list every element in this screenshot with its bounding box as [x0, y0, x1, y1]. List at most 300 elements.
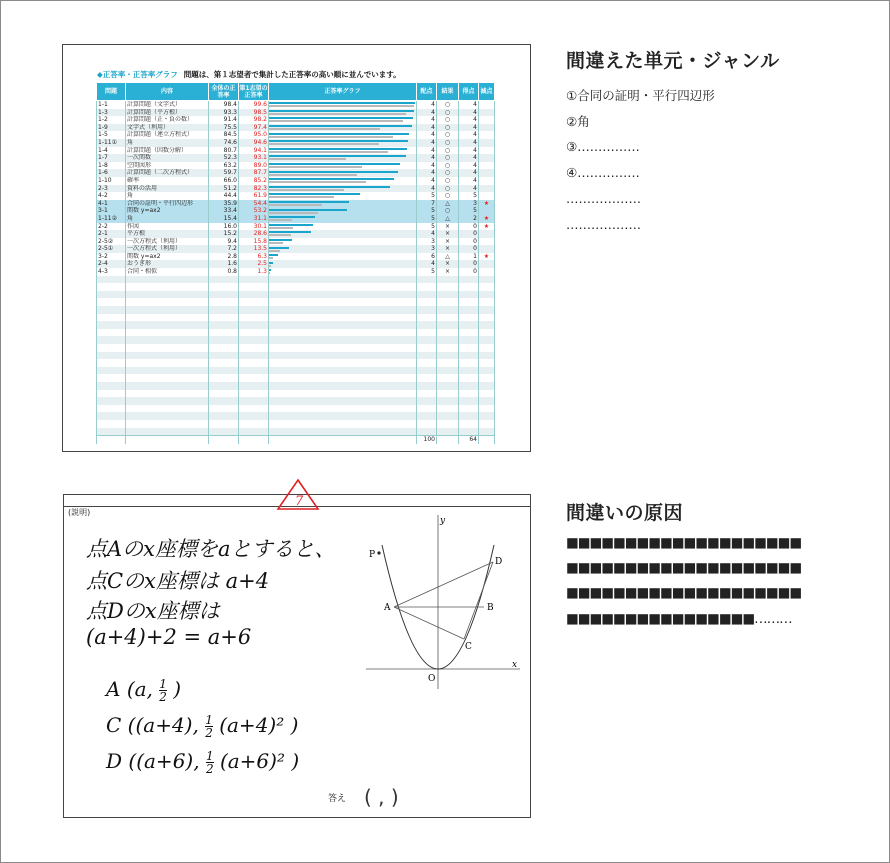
- cell-first: 93.1: [239, 154, 269, 162]
- cell-id: [97, 382, 126, 390]
- cell-res: [437, 291, 459, 299]
- cell-content: 文字式（利用）: [126, 124, 209, 132]
- cell-first: 15.8: [239, 238, 269, 246]
- col-header: 結果: [437, 83, 459, 101]
- cell-res: [437, 420, 459, 428]
- graph-cell: [269, 428, 417, 436]
- first-choice-bar: [269, 209, 347, 211]
- cell-score: 0: [459, 230, 479, 238]
- graph-cell: [269, 412, 417, 420]
- cell-score: 64: [459, 436, 479, 444]
- graph-cell: [269, 200, 417, 208]
- cell-pts: 4: [417, 169, 437, 177]
- cell-first: [239, 374, 269, 382]
- graph-cell: [269, 245, 417, 253]
- cell-res: [437, 329, 459, 337]
- table-row: [97, 344, 495, 352]
- first-choice-bar: [269, 193, 360, 195]
- first-choice-bar: [269, 125, 412, 127]
- origin-label: O: [428, 674, 436, 684]
- cell-minus: [479, 230, 495, 238]
- cell-res: ○: [437, 207, 459, 215]
- cell-pts: [417, 321, 437, 329]
- cell-minus: [479, 314, 495, 322]
- cell-pts: [417, 306, 437, 314]
- cell-content: [126, 314, 209, 322]
- cell-first: 2.5: [239, 260, 269, 268]
- heading-title: 正答率・正答率グラフ: [102, 70, 178, 79]
- first-choice-bar: [269, 239, 292, 241]
- cell-all: 75.5: [209, 124, 239, 132]
- cell-res: [437, 428, 459, 436]
- cell-score: [459, 321, 479, 329]
- grade-mark: 7: [295, 494, 304, 509]
- table-row: [97, 238, 495, 246]
- graph-cell: [269, 405, 417, 413]
- table-row: [97, 185, 495, 193]
- cell-pts: [417, 367, 437, 375]
- table-row: [97, 306, 495, 314]
- coord-value: (a,: [126, 677, 153, 701]
- cell-res: [437, 397, 459, 405]
- answer-box: ( , ): [364, 785, 399, 809]
- redacted-line: ■■■■■■■■■■■■■■■■■■■■: [566, 560, 802, 576]
- cell-id: [97, 298, 126, 306]
- cell-content: [126, 382, 209, 390]
- table-row: [97, 124, 495, 132]
- coord-close: ): [291, 749, 300, 773]
- cell-first: [239, 298, 269, 306]
- graph-cell: [269, 291, 417, 299]
- table-row: [97, 154, 495, 162]
- cell-pts: 5: [417, 215, 437, 223]
- table-row: [97, 412, 495, 420]
- heading-note: 問題は、第１志望者で集計した正答率の高い順に並んでいます。: [183, 70, 401, 79]
- fraction: [205, 714, 213, 739]
- cell-all: 74.6: [209, 139, 239, 147]
- graph-cell: [269, 124, 417, 132]
- col-header: 正答率グラフ: [269, 83, 417, 101]
- cell-pts: [417, 390, 437, 398]
- cell-res: ○: [437, 169, 459, 177]
- cell-score: 4: [459, 101, 479, 109]
- cell-minus: [479, 162, 495, 170]
- cell-pts: 7: [417, 200, 437, 208]
- cell-res: ○: [437, 192, 459, 200]
- table-row: [97, 283, 495, 291]
- cell-res: ○: [437, 162, 459, 170]
- cell-all: 66.0: [209, 177, 239, 185]
- first-choice-bar: [269, 269, 271, 271]
- cell-id: 1-1: [97, 101, 126, 109]
- mistake-item: ②角: [566, 114, 590, 129]
- cell-minus: [479, 238, 495, 246]
- cell-pts: [417, 420, 437, 428]
- cell-content: 計算問題（文字式）: [126, 101, 209, 109]
- cell-all: 91.4: [209, 116, 239, 124]
- cell-first: 87.7: [239, 169, 269, 177]
- cell-id: 1-6: [97, 169, 126, 177]
- graph-cell: [269, 321, 417, 329]
- d-label: D: [495, 557, 503, 567]
- cell-id: [97, 436, 126, 444]
- col-header: 減点: [479, 83, 495, 101]
- cell-all: 15.2: [209, 230, 239, 238]
- table-row: [97, 428, 495, 436]
- first-choice-bar: [269, 216, 315, 218]
- cell-all: 2.8: [209, 253, 239, 261]
- cell-all: [209, 352, 239, 360]
- cell-score: 4: [459, 124, 479, 132]
- cell-first: 94.1: [239, 147, 269, 155]
- cell-pts: 4: [417, 185, 437, 193]
- cell-all: [209, 436, 239, 444]
- cell-pts: [417, 291, 437, 299]
- cell-minus: ★: [479, 223, 495, 231]
- graph-cell: [269, 382, 417, 390]
- overall-bar: [269, 189, 344, 191]
- cell-first: 1.3: [239, 268, 269, 276]
- table-row: [97, 420, 495, 428]
- cell-first: 28.6: [239, 230, 269, 238]
- graph-cell: [269, 436, 417, 444]
- cell-content: [126, 352, 209, 360]
- fraction: [159, 678, 167, 703]
- table-row: [97, 382, 495, 390]
- segment-ad: [394, 562, 493, 607]
- cell-content: [126, 329, 209, 337]
- graph-cell: [269, 253, 417, 261]
- cell-minus: [479, 329, 495, 337]
- cell-pts: 5: [417, 223, 437, 231]
- cell-minus: ★: [479, 215, 495, 223]
- cell-pts: 5: [417, 207, 437, 215]
- col-header: 内容: [126, 83, 209, 101]
- cell-pts: [417, 283, 437, 291]
- table-row: [97, 230, 495, 238]
- cell-pts: [417, 397, 437, 405]
- cell-res: △: [437, 200, 459, 208]
- cell-id: [97, 428, 126, 436]
- cell-content: [126, 367, 209, 375]
- col-header: 第1志望の正答率: [239, 84, 268, 99]
- graph-cell: [269, 359, 417, 367]
- cell-res: ○: [437, 101, 459, 109]
- cell-minus: [479, 306, 495, 314]
- cell-first: 95.0: [239, 131, 269, 139]
- cell-id: 3-1: [97, 207, 126, 215]
- graph-cell: [269, 215, 417, 223]
- cell-all: [209, 390, 239, 398]
- cell-res: [437, 321, 459, 329]
- cell-content: 角: [126, 215, 209, 223]
- coord-label: D: [106, 749, 123, 773]
- cell-pts: 4: [417, 139, 437, 147]
- cell-pts: 4: [417, 101, 437, 109]
- graph-cell: [269, 101, 417, 109]
- cell-res: △: [437, 253, 459, 261]
- segment-ac: [394, 607, 464, 639]
- b-label: B: [487, 603, 494, 613]
- cell-all: [209, 314, 239, 322]
- cell-pts: [417, 344, 437, 352]
- point-p: [377, 551, 380, 554]
- table-row: [97, 116, 495, 124]
- cell-first: [239, 412, 269, 420]
- cell-minus: [479, 382, 495, 390]
- cell-minus: ★: [479, 200, 495, 208]
- cell-score: 4: [459, 131, 479, 139]
- cell-id: [97, 336, 126, 344]
- cell-id: 4-2: [97, 192, 126, 200]
- cell-content: 計算問題（正・負の数）: [126, 116, 209, 124]
- graph-cell: [269, 374, 417, 382]
- cell-id: [97, 344, 126, 352]
- overall-bar: [269, 272, 270, 274]
- cell-minus: [479, 336, 495, 344]
- cell-score: [459, 420, 479, 428]
- cell-score: 5: [459, 207, 479, 215]
- cell-score: 4: [459, 154, 479, 162]
- cell-first: [239, 405, 269, 413]
- cell-res: ×: [437, 268, 459, 276]
- cell-all: 80.7: [209, 147, 239, 155]
- cell-content: [126, 397, 209, 405]
- graph-cell: [269, 314, 417, 322]
- cell-pts: 4: [417, 177, 437, 185]
- cell-pts: 4: [417, 116, 437, 124]
- cell-content: 平方根: [126, 230, 209, 238]
- overall-bar: [269, 143, 379, 145]
- coord-value: ((a+4),: [127, 713, 199, 737]
- overall-bar: [269, 227, 293, 229]
- overall-bar: [269, 181, 366, 183]
- cell-first: 53.2: [239, 207, 269, 215]
- cell-first: [239, 321, 269, 329]
- cell-id: 1-2: [97, 116, 126, 124]
- cell-all: 9.4: [209, 238, 239, 246]
- overall-bar: [269, 212, 318, 214]
- coord-label: C: [106, 713, 122, 737]
- cell-all: [209, 412, 239, 420]
- cell-id: [97, 329, 126, 337]
- table-row: [97, 436, 495, 444]
- mistake-item: ………………: [566, 191, 641, 206]
- cell-minus: [479, 367, 495, 375]
- cell-content: 一次関数: [126, 154, 209, 162]
- cell-content: [126, 359, 209, 367]
- mistake-item: ④……………: [566, 165, 640, 180]
- cell-first: [239, 428, 269, 436]
- table-row: [97, 177, 495, 185]
- cell-res: [437, 382, 459, 390]
- first-choice-bar: [269, 224, 313, 226]
- mistake-item: ………………: [566, 217, 641, 232]
- coord-c: [106, 713, 298, 739]
- cell-score: [459, 352, 479, 360]
- cell-content: 計算問題（因数分解）: [126, 147, 209, 155]
- table-row: [97, 200, 495, 208]
- overall-bar: [269, 120, 403, 122]
- cell-first: 31.1: [239, 215, 269, 223]
- cell-content: [126, 283, 209, 291]
- explanation-sheet: [63, 494, 531, 818]
- cell-res: ×: [437, 238, 459, 246]
- cell-res: ○: [437, 154, 459, 162]
- cell-res: [437, 374, 459, 382]
- cell-id: [97, 420, 126, 428]
- table-heading: [97, 69, 401, 80]
- cell-all: [209, 291, 239, 299]
- cell-res: [437, 283, 459, 291]
- cell-first: 54.4: [239, 200, 269, 208]
- overall-bar: [269, 158, 346, 160]
- cell-minus: [479, 131, 495, 139]
- graph-cell: [269, 367, 417, 375]
- cell-first: [239, 329, 269, 337]
- cell-first: [239, 367, 269, 375]
- table-header-row: [97, 83, 495, 101]
- cell-score: [459, 283, 479, 291]
- cell-score: [459, 367, 479, 375]
- cell-score: 4: [459, 147, 479, 155]
- cell-first: 30.1: [239, 223, 269, 231]
- cell-id: 1-8: [97, 162, 126, 170]
- coord-close: ): [173, 677, 182, 701]
- causes-title: 間違いの原因: [566, 502, 684, 524]
- sheet-label: (説明): [68, 508, 91, 517]
- cell-minus: [479, 359, 495, 367]
- table-row: [97, 359, 495, 367]
- cell-id: [97, 359, 126, 367]
- cell-all: [209, 321, 239, 329]
- table-row: [97, 215, 495, 223]
- cell-all: 16.0: [209, 223, 239, 231]
- graph-cell: [269, 192, 417, 200]
- cell-score: 0: [459, 245, 479, 253]
- fraction: [206, 750, 214, 775]
- col-header: 全体の正答率: [209, 83, 239, 101]
- cell-score: 0: [459, 223, 479, 231]
- cell-res: [437, 390, 459, 398]
- cell-score: [459, 359, 479, 367]
- cell-first: 97.4: [239, 124, 269, 132]
- cell-id: 3-2: [97, 253, 126, 261]
- cell-id: 2-4: [97, 260, 126, 268]
- cell-all: [209, 367, 239, 375]
- graph-cell: [269, 162, 417, 170]
- cell-all: 98.4: [209, 101, 239, 109]
- overall-bar: [269, 151, 388, 153]
- cell-first: 6.3: [239, 253, 269, 261]
- overall-bar: [269, 234, 291, 236]
- cell-minus: [479, 344, 495, 352]
- cell-score: [459, 291, 479, 299]
- graph-cell: [269, 147, 417, 155]
- cell-pts: 4: [417, 124, 437, 132]
- first-choice-bar: [269, 155, 406, 157]
- first-choice-bar: [269, 133, 409, 135]
- cell-minus: [479, 185, 495, 193]
- cell-score: 4: [459, 139, 479, 147]
- cell-first: [239, 390, 269, 398]
- cell-pts: 3: [417, 245, 437, 253]
- graph-cell: [269, 185, 417, 193]
- table-row: [97, 367, 495, 375]
- cell-res: ○: [437, 116, 459, 124]
- cell-score: [459, 336, 479, 344]
- cell-content: [126, 390, 209, 398]
- graph-cell: [269, 139, 417, 147]
- graph-cell: [269, 352, 417, 360]
- table-row: [97, 253, 495, 261]
- cell-minus: [479, 374, 495, 382]
- cell-all: 1.6: [209, 260, 239, 268]
- overall-bar: [269, 257, 273, 259]
- graph-cell: [269, 169, 417, 177]
- cell-id: 4-3: [97, 268, 126, 276]
- c-label: C: [465, 642, 472, 652]
- cell-id: 1-10: [97, 177, 126, 185]
- cell-content: [126, 321, 209, 329]
- cell-res: ○: [437, 131, 459, 139]
- cell-score: [459, 329, 479, 337]
- cell-res: ○: [437, 185, 459, 193]
- cell-content: [126, 336, 209, 344]
- cell-content: [126, 420, 209, 428]
- cell-score: [459, 306, 479, 314]
- cell-pts: 4: [417, 260, 437, 268]
- cell-first: 94.6: [239, 139, 269, 147]
- cell-id: 1-11②: [97, 215, 126, 223]
- cell-pts: 4: [417, 131, 437, 139]
- cell-content: 作図: [126, 223, 209, 231]
- numerator: 1: [159, 677, 167, 691]
- mistakes-title: 間違えた単元・ジャンル: [566, 50, 780, 72]
- cell-all: 93.3: [209, 109, 239, 117]
- cell-id: [97, 314, 126, 322]
- cell-id: 1-7: [97, 154, 126, 162]
- cell-pts: 4: [417, 230, 437, 238]
- table-row: [97, 192, 495, 200]
- cell-minus: [479, 101, 495, 109]
- cell-res: ×: [437, 223, 459, 231]
- cell-minus: [479, 124, 495, 132]
- cell-content: 一次方程式（利用）: [126, 238, 209, 246]
- graph-cell: [269, 131, 417, 139]
- cell-minus: [479, 147, 495, 155]
- cell-minus: [479, 177, 495, 185]
- handwritten-line: 点Cのx座標は a+4: [86, 569, 270, 593]
- cell-first: [239, 314, 269, 322]
- cell-first: 98.5: [239, 109, 269, 117]
- cell-score: 4: [459, 162, 479, 170]
- cell-res: [437, 412, 459, 420]
- cell-score: [459, 314, 479, 322]
- cell-all: 0.8: [209, 268, 239, 276]
- cell-score: [459, 298, 479, 306]
- cell-res: ○: [437, 147, 459, 155]
- first-choice-bar: [269, 186, 390, 188]
- graph-cell: [269, 238, 417, 246]
- cell-minus: [479, 268, 495, 276]
- cell-content: 一次方程式（利用）: [126, 245, 209, 253]
- cell-content: [126, 436, 209, 444]
- cell-score: 4: [459, 169, 479, 177]
- table-row: [97, 314, 495, 322]
- denominator: 2: [205, 762, 214, 776]
- col-header: 配点: [417, 83, 437, 101]
